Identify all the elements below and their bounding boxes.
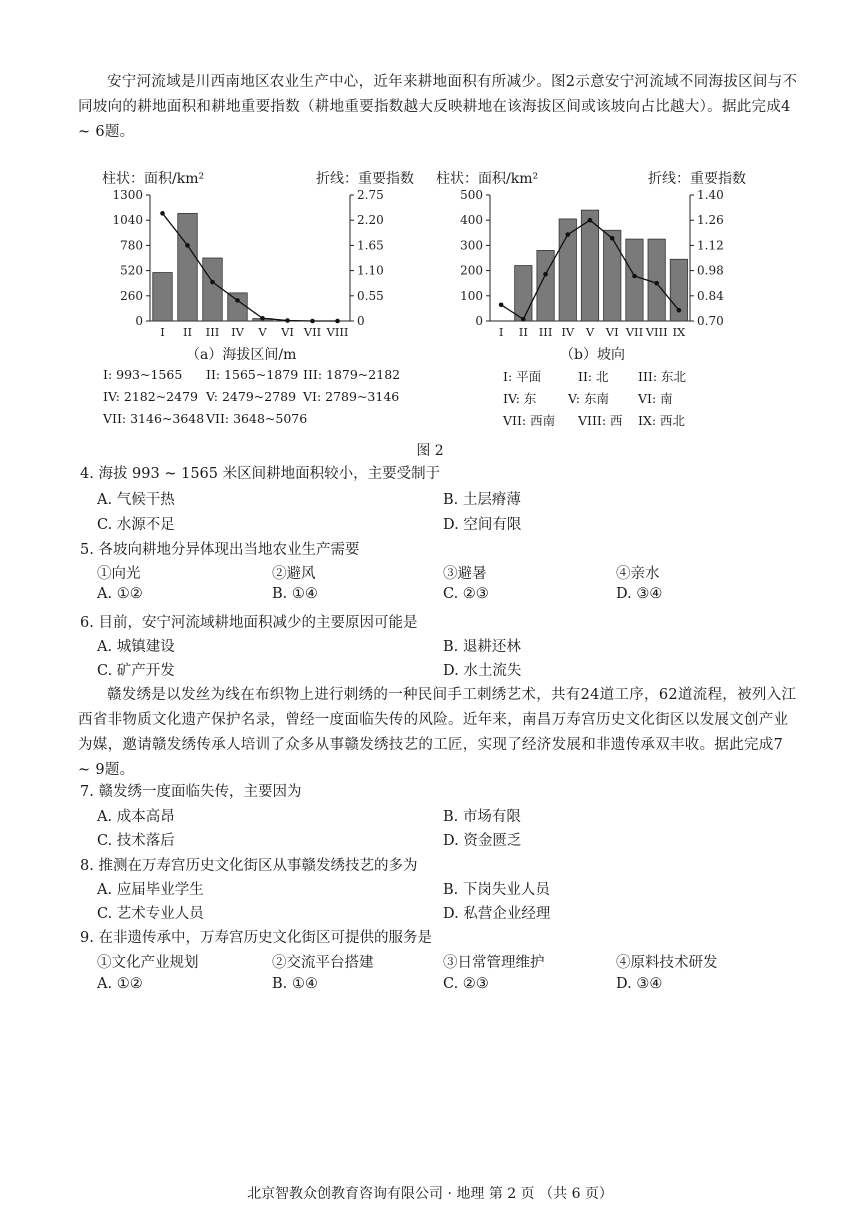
chart-a-index-point-VIII	[335, 319, 340, 324]
chart-b-left-title: 柱状：面积/km²	[436, 171, 539, 187]
intro-paragraph-2: 赣发绣是以发丝为线在布织物上进行刺绣的一种民间手工刺绣艺术，共有24道工序，62道流程，被列入江西省非物质文化遗产保护名录，曾经一度面临失传的风险。近年来，南昌万寿宫历史文化街区以发展文创产业为媒，邀请赣发绣传承人培训了众多从事赣发绣技艺的工匠，实现了经济发展和非遗传承双丰收。据此完成7 ~ 9题。	[78, 687, 797, 778]
chart-a-legend-2: II: 1565~1879	[206, 367, 299, 382]
chart-b-bar-VI	[604, 230, 621, 321]
chart-b-right-title: 折线：重要指数	[648, 171, 746, 187]
question-4-option-b: B. 土层瘠薄	[443, 492, 521, 508]
chart-a-y2-tick-label: 2.75	[357, 188, 384, 202]
chart-b-y2-tick-label: 0.70	[697, 314, 724, 328]
chart-a-y-tick-label: 1300	[112, 188, 143, 202]
chart-b-index-point-IV	[565, 232, 570, 237]
intro-paragraph-1: 安宁河流域是川西南地区农业生产中心，近年来耕地面积有所减少。图2示意安宁河流域不同海拔区间与不同坡向的耕地面积和耕地重要指数（耕地重要指数越大反映耕地在该海拔区间或该坡向占比越大）。据此完成4 ~ 6题。	[78, 74, 798, 140]
question-7-option-d: D. 资金匮乏	[443, 833, 522, 849]
question-5-item-2: ②避风	[272, 566, 316, 582]
chart-a-index-point-VI	[285, 318, 290, 323]
chart-b-index-point-IX	[677, 308, 682, 313]
chart-a-index-point-VII	[310, 319, 315, 324]
chart-b-x-tick-label: IV	[561, 325, 575, 339]
chart-b-bar-VIII	[648, 239, 665, 321]
question-4-option-a: A. 气候干热	[97, 492, 175, 508]
page-footer: 北京智教众创教育咨询有限公司 · 地理 第 2 页 （共 6 页）	[247, 1186, 613, 1202]
chart-b-slope-aspect	[440, 185, 770, 340]
question-8-stem: 8. 推测在万寿宫历史文化街区从事赣发绣技艺的多为	[80, 858, 418, 874]
chart-b-legend-9: IX: 西北	[638, 413, 686, 428]
chart-a-legend-4: IV: 2182~2479	[103, 389, 198, 404]
chart-a-legend-1: I: 993~1565	[103, 367, 183, 382]
question-6-option-d: D. 水土流失	[443, 663, 522, 679]
chart-b-x-tick-label: V	[585, 325, 595, 339]
chart-b-x-tick-label: VII	[625, 325, 644, 339]
chart-b-index-point-III	[543, 272, 548, 277]
chart-a-bar-III	[203, 258, 223, 321]
chart-b-y-tick-label: 400	[460, 213, 483, 228]
chart-a-x-tick-label: VII	[303, 325, 322, 339]
chart-b-y-tick-label: 500	[460, 188, 483, 202]
question-4-option-c: C. 水源不足	[97, 517, 175, 533]
chart-a-legend-8: VII: 3648~5076	[206, 411, 308, 426]
question-7-stem: 7. 赣发绣一度面临失传，主要因为	[80, 784, 302, 800]
question-9-item-1: ①文化产业规划	[97, 955, 199, 971]
chart-a-bar-IV	[228, 293, 248, 321]
question-5-option-c: C. ②③	[443, 586, 489, 602]
chart-b-y2-tick-label: 1.26	[697, 213, 724, 228]
chart-a-index-point-II	[185, 243, 190, 248]
question-4-stem: 4. 海拔 993 ~ 1565 米区间耕地面积较小，主要受制于	[80, 466, 441, 482]
chart-b-y2-tick-label: 0.84	[697, 288, 724, 303]
question-9-option-b: B. ①④	[272, 976, 318, 992]
question-5-item-1: ①向光	[97, 566, 141, 582]
question-9-item-2: ②交流平台搭建	[272, 955, 374, 971]
chart-b-legend-7: VII: 西南	[503, 413, 556, 428]
chart-a-y-tick-label: 260	[120, 288, 143, 303]
question-6-option-a: A. 城镇建设	[97, 639, 175, 655]
chart-a-legend-7: VII: 3146~3648	[103, 411, 205, 426]
chart-a-legend-6: VI: 2789~3146	[303, 389, 400, 404]
chart-a-y2-tick-label: 1.65	[357, 238, 384, 253]
question-8-option-a: A. 应届毕业学生	[97, 882, 204, 898]
chart-a-x-tick-label: IV	[231, 325, 244, 339]
chart-b-legend-8: VIII: 西	[578, 413, 623, 428]
question-8-option-c: C. 艺术专业人员	[97, 906, 204, 922]
chart-a-x-tick-label: II	[182, 325, 193, 339]
chart-b-y-tick-label: 200	[460, 263, 483, 278]
chart-a-right-title: 折线：重要指数	[316, 171, 414, 187]
chart-a-x-tick-label: V	[258, 325, 267, 339]
chart-a-caption: （a）海拔区间/m	[186, 347, 297, 363]
chart-b-x-tick-label: II	[518, 325, 528, 339]
chart-a-index-point-I	[160, 211, 165, 216]
chart-b-legend-4: IV: 东	[503, 391, 537, 406]
chart-a-bar-II	[178, 213, 198, 321]
question-9-stem: 9. 在非遗传承中，万寿宫历史文化街区可提供的服务是	[80, 930, 432, 946]
chart-a-y-tick-label: 0	[135, 314, 143, 328]
chart-b-bar-V	[581, 210, 598, 321]
chart-b-index-point-VII	[632, 274, 637, 279]
chart-b-legend-2: II: 北	[578, 369, 609, 384]
chart-a-y2-tick-label: 2.20	[357, 213, 384, 228]
question-5-option-b: B. ①④	[272, 586, 318, 602]
chart-a-index-point-III	[210, 280, 215, 285]
chart-a-legend-5: V: 2479~2789	[206, 389, 297, 404]
chart-a-y2-tick-label: 0	[357, 314, 365, 328]
figure-label: 图 2	[416, 443, 444, 459]
question-7-option-a: A. 成本高昂	[97, 809, 175, 825]
question-8-option-d: D. 私营企业经理	[443, 906, 551, 922]
question-6-stem: 6. 目前，安宁河流域耕地面积减少的主要原因可能是	[80, 615, 418, 631]
chart-b-index-point-VIII	[654, 281, 659, 286]
chart-b-x-tick-label: VIII	[645, 325, 668, 339]
question-9-item-4: ④原料技术研发	[616, 955, 718, 971]
chart-b-legend-5: V: 东南	[568, 391, 609, 406]
question-9-option-c: C. ②③	[443, 976, 489, 992]
chart-b-y2-tick-label: 1.40	[697, 188, 724, 202]
chart-b-index-point-VI	[610, 236, 615, 241]
chart-b-index-point-I	[499, 303, 504, 308]
chart-b-y-tick-label: 0	[475, 314, 483, 328]
chart-b-y2-tick-label: 0.98	[697, 263, 724, 278]
chart-b-caption: （b）坡向	[560, 347, 625, 363]
chart-b-x-tick-label: III	[538, 325, 553, 339]
chart-b-x-tick-label: I	[498, 325, 504, 339]
chart-a-index-point-IV	[235, 298, 240, 303]
chart-a-x-tick-label: III	[205, 325, 220, 339]
chart-a-elevation	[100, 185, 430, 340]
chart-a-x-tick-label: VI	[281, 325, 294, 339]
chart-b-legend-3: III: 东北	[638, 369, 686, 384]
chart-b-index-point-V	[588, 218, 593, 223]
chart-b-y-tick-label: 100	[460, 288, 483, 303]
chart-a-y2-tick-label: 0.55	[357, 288, 384, 303]
question-5-item-3: ③避暑	[443, 566, 487, 582]
chart-b-y2-tick-label: 1.12	[697, 238, 724, 253]
question-8-option-b: B. 下岗失业人员	[443, 882, 550, 898]
chart-b-y-tick-label: 300	[460, 238, 483, 253]
chart-b-x-tick-label: VI	[605, 325, 619, 339]
chart-b-x-tick-label: IX	[672, 325, 686, 339]
chart-b-bar-VII	[626, 239, 643, 321]
chart-b-bar-II	[515, 266, 532, 321]
chart-a-left-title: 柱状：面积/km²	[102, 171, 205, 187]
chart-a-y-tick-label: 780	[120, 238, 143, 253]
question-5-option-a: A. ①②	[97, 586, 143, 602]
chart-a-index-point-V	[260, 316, 265, 321]
chart-a-legend-3: III: 1879~2182	[303, 367, 401, 382]
chart-b-legend-1: I: 平面	[503, 369, 542, 384]
chart-b-legend-6: VI: 南	[638, 391, 673, 406]
question-4-option-d: D. 空间有限	[443, 517, 522, 533]
question-7-option-c: C. 技术落后	[97, 833, 175, 849]
chart-a-y-tick-label: 520	[120, 263, 143, 278]
chart-a-x-tick-label: I	[160, 325, 165, 339]
question-6-option-c: C. 矿产开发	[97, 663, 175, 679]
chart-a-bar-I	[153, 273, 173, 321]
chart-b-index-point-II	[521, 317, 526, 322]
question-9-option-d: D. ③④	[616, 976, 663, 992]
question-7-option-b: B. 市场有限	[443, 809, 521, 825]
question-9-item-3: ③日常管理维护	[443, 955, 545, 971]
chart-a-x-tick-label: VIII	[326, 325, 349, 339]
question-9-option-a: A. ①②	[97, 976, 143, 992]
chart-a-y-tick-label: 1040	[112, 213, 143, 228]
question-5-option-d: D. ③④	[616, 586, 663, 602]
question-5-stem: 5. 各坡向耕地分异体现出当地农业生产需要	[80, 542, 360, 558]
chart-a-y2-tick-label: 1.10	[357, 263, 384, 278]
question-5-item-4: ④亲水	[616, 566, 660, 582]
question-6-option-b: B. 退耕还林	[443, 639, 521, 655]
